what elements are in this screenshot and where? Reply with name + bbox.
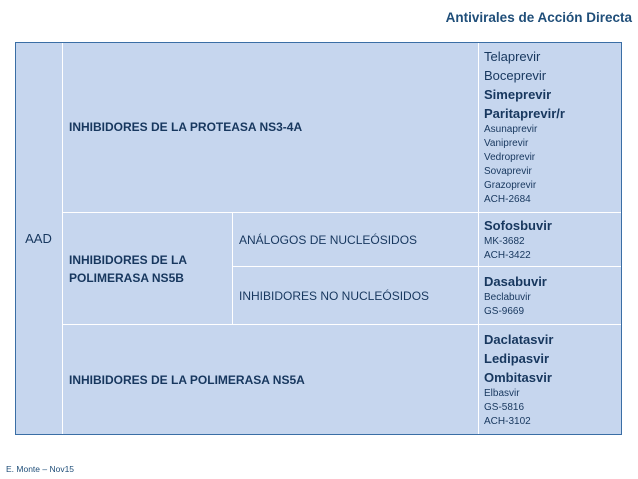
ns5a-class-cell: [63, 325, 479, 435]
aad-cell: [15, 42, 63, 435]
ns5a-drug-list: [479, 327, 558, 432]
ns5b-label-line1: INHIBIDORES DE LA: [69, 252, 188, 267]
ns5b-class-cell: [63, 213, 233, 325]
ns5a-drugs-cell: [479, 325, 622, 435]
drug-ach-3102: ACH-3102: [484, 416, 531, 427]
drug-simeprevir: Simeprevir: [484, 87, 552, 102]
nucleoside-subclass-cell: [233, 213, 479, 267]
drug-ach-2684: ACH-2684: [484, 194, 531, 205]
drug-ledipasvir: Ledipasvir: [484, 351, 550, 366]
protease-class-cell: [63, 42, 479, 213]
nucleoside-drug-list: [479, 213, 557, 266]
drug-paritaprevir: Paritaprevir/r: [484, 106, 565, 121]
non-nucleoside-drugs-cell: [479, 267, 622, 325]
drug-mk-3682: MK-3682: [484, 236, 525, 247]
footer-credit: E. Monte – Nov15: [6, 464, 75, 474]
drug-elbasvir: Elbasvir: [484, 388, 520, 399]
drug-vaniprevir: Vaniprevir: [484, 138, 529, 149]
aad-label: AAD: [25, 230, 52, 246]
drug-grazoprevir: Grazoprevir: [484, 180, 537, 191]
nucleoside-drugs-cell: [479, 213, 622, 267]
drug-gs-5816: GS-5816: [484, 402, 525, 413]
drug-ombitasvir: Ombitasvir: [484, 370, 552, 385]
drug-vedroprevir: Vedroprevir: [484, 152, 536, 163]
drug-ach-3422: ACH-3422: [484, 250, 531, 261]
drug-beclabuvir: Beclabuvir: [484, 292, 531, 303]
slide-title: Antivirales de Acción Directa: [445, 10, 632, 25]
ns5b-class-label: [63, 251, 187, 287]
protease-drugs-cell: [479, 42, 622, 213]
non-nucleoside-subclass-cell: [233, 267, 479, 325]
drug-gs-9669: GS-9669: [484, 306, 525, 317]
ns5b-label-line2: POLIMERASA NS5B: [69, 270, 184, 285]
drug-sofosbuvir: Sofosbuvir: [484, 218, 552, 233]
non-nucleoside-drug-list: [479, 269, 552, 322]
non-nucleoside-subclass-label: INHIBIDORES NO NUCLEÓSIDOS: [239, 288, 430, 303]
protease-drug-list: [479, 44, 570, 210]
drug-asunaprevir: Asunaprevir: [484, 124, 538, 135]
drug-telaprevir: Telaprevir: [484, 49, 541, 64]
drug-dasabuvir: Dasabuvir: [484, 274, 547, 289]
drug-daclatasvir: Daclatasvir: [484, 332, 554, 347]
drug-boceprevir: Boceprevir: [484, 68, 547, 83]
protease-class-label: INHIBIDORES DE LA PROTEASA NS3-4A: [69, 120, 303, 134]
drug-sovaprevir: Sovaprevir: [484, 166, 532, 177]
ns5a-class-label: INHIBIDORES DE LA POLIMERASA NS5A: [69, 372, 305, 387]
nucleoside-subclass-label: ANÁLOGOS DE NUCLEÓSIDOS: [239, 232, 418, 247]
